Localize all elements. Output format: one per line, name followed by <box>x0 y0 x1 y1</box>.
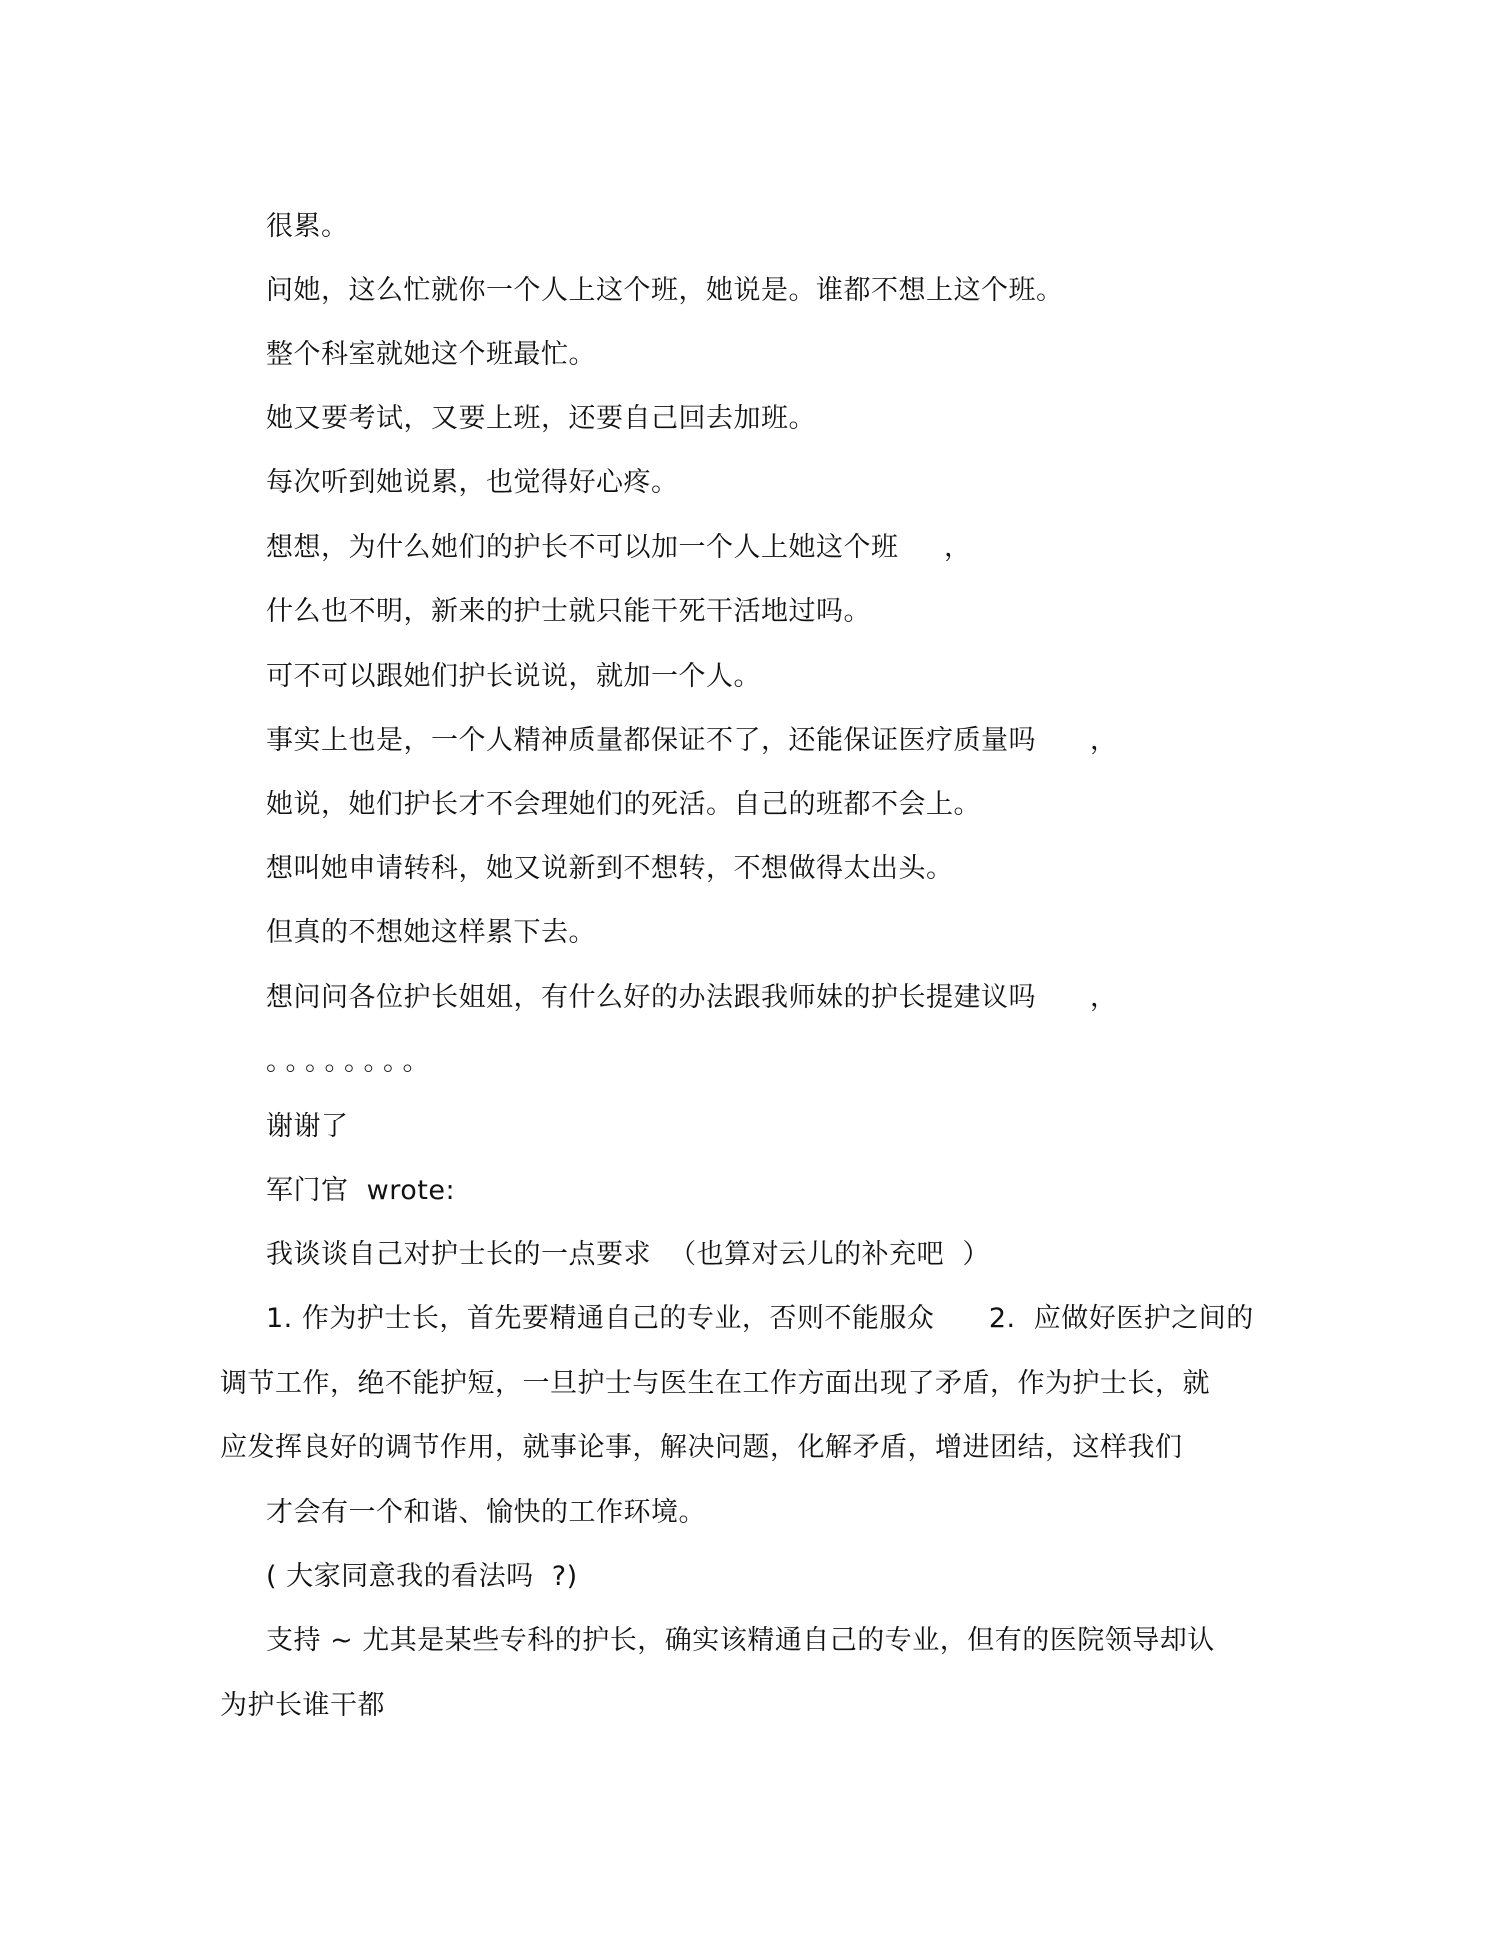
text-line: 谢谢了 <box>266 1111 349 1142</box>
text-line: 但真的不想她这样累下去。 <box>266 917 596 948</box>
text-line: 整个科室就她这个班最忙。 <box>266 339 596 370</box>
trailing-comma: ， <box>944 532 971 563</box>
ellipsis-line: 。。。。。。。。 <box>266 1046 436 1077</box>
text-line: 可不可以跟她们护长说说，就加一个人。 <box>266 661 761 692</box>
paragraph-line: 支持 ~ 尤其是某些专科的护长，确实该精通自己的专业，但有的医院领导却认 <box>266 1625 1215 1656</box>
text-line: 她说，她们护长才不会理她们的死活。自己的班都不会上。 <box>266 789 981 820</box>
paragraph-line: 为护长谁干都 <box>220 1690 385 1721</box>
text-line: 每次听到她说累，也觉得好心疼。 <box>266 467 679 498</box>
text-line: ( 大家同意我的看法吗 ?) <box>266 1561 578 1592</box>
trailing-comma: ， <box>1090 982 1117 1013</box>
text-line: 问她，这么忙就你一个人上这个班，她说是。谁都不想上这个班。 <box>266 275 1064 306</box>
paragraph-line: 才会有一个和谐、愉快的工作环境。 <box>266 1497 706 1528</box>
paragraph-line: 1. 作为护士长，首先要精通自己的专业，否则不能服众 2. 应做好医护之间的 <box>266 1303 1254 1334</box>
quote-author: 军门官 wrote: <box>266 1175 456 1206</box>
trailing-comma: ， <box>1090 725 1117 756</box>
paragraph-line: 调节工作，绝不能护短，一旦护士与医生在工作方面出现了矛盾，作为护士长，就 <box>220 1368 1210 1399</box>
text-line: 事实上也是，一个人精神质量都保证不了，还能保证医疗质量吗 <box>266 725 1036 756</box>
text-line: 我谈谈自己对护士长的一点要求 （也算对云儿的补充吧 ） <box>266 1239 990 1270</box>
paragraph-line: 应发挥良好的调节作用，就事论事，解决问题，化解矛盾，增进团结，这样我们 <box>220 1432 1183 1463</box>
text-line: 想想，为什么她们的护长不可以加一个人上她这个班 <box>266 532 899 563</box>
text-line: 很累。 <box>266 211 349 242</box>
text-line: 她又要考试，又要上班，还要自己回去加班。 <box>266 403 816 434</box>
text-line: 想叫她申请转科，她又说新到不想转，不想做得太出头。 <box>266 853 954 884</box>
text-line: 什么也不明，新来的护士就只能干死干活地过吗。 <box>266 596 871 627</box>
text-line: 想问问各位护长姐姐，有什么好的办法跟我师妹的护长提建议吗 <box>266 982 1036 1013</box>
